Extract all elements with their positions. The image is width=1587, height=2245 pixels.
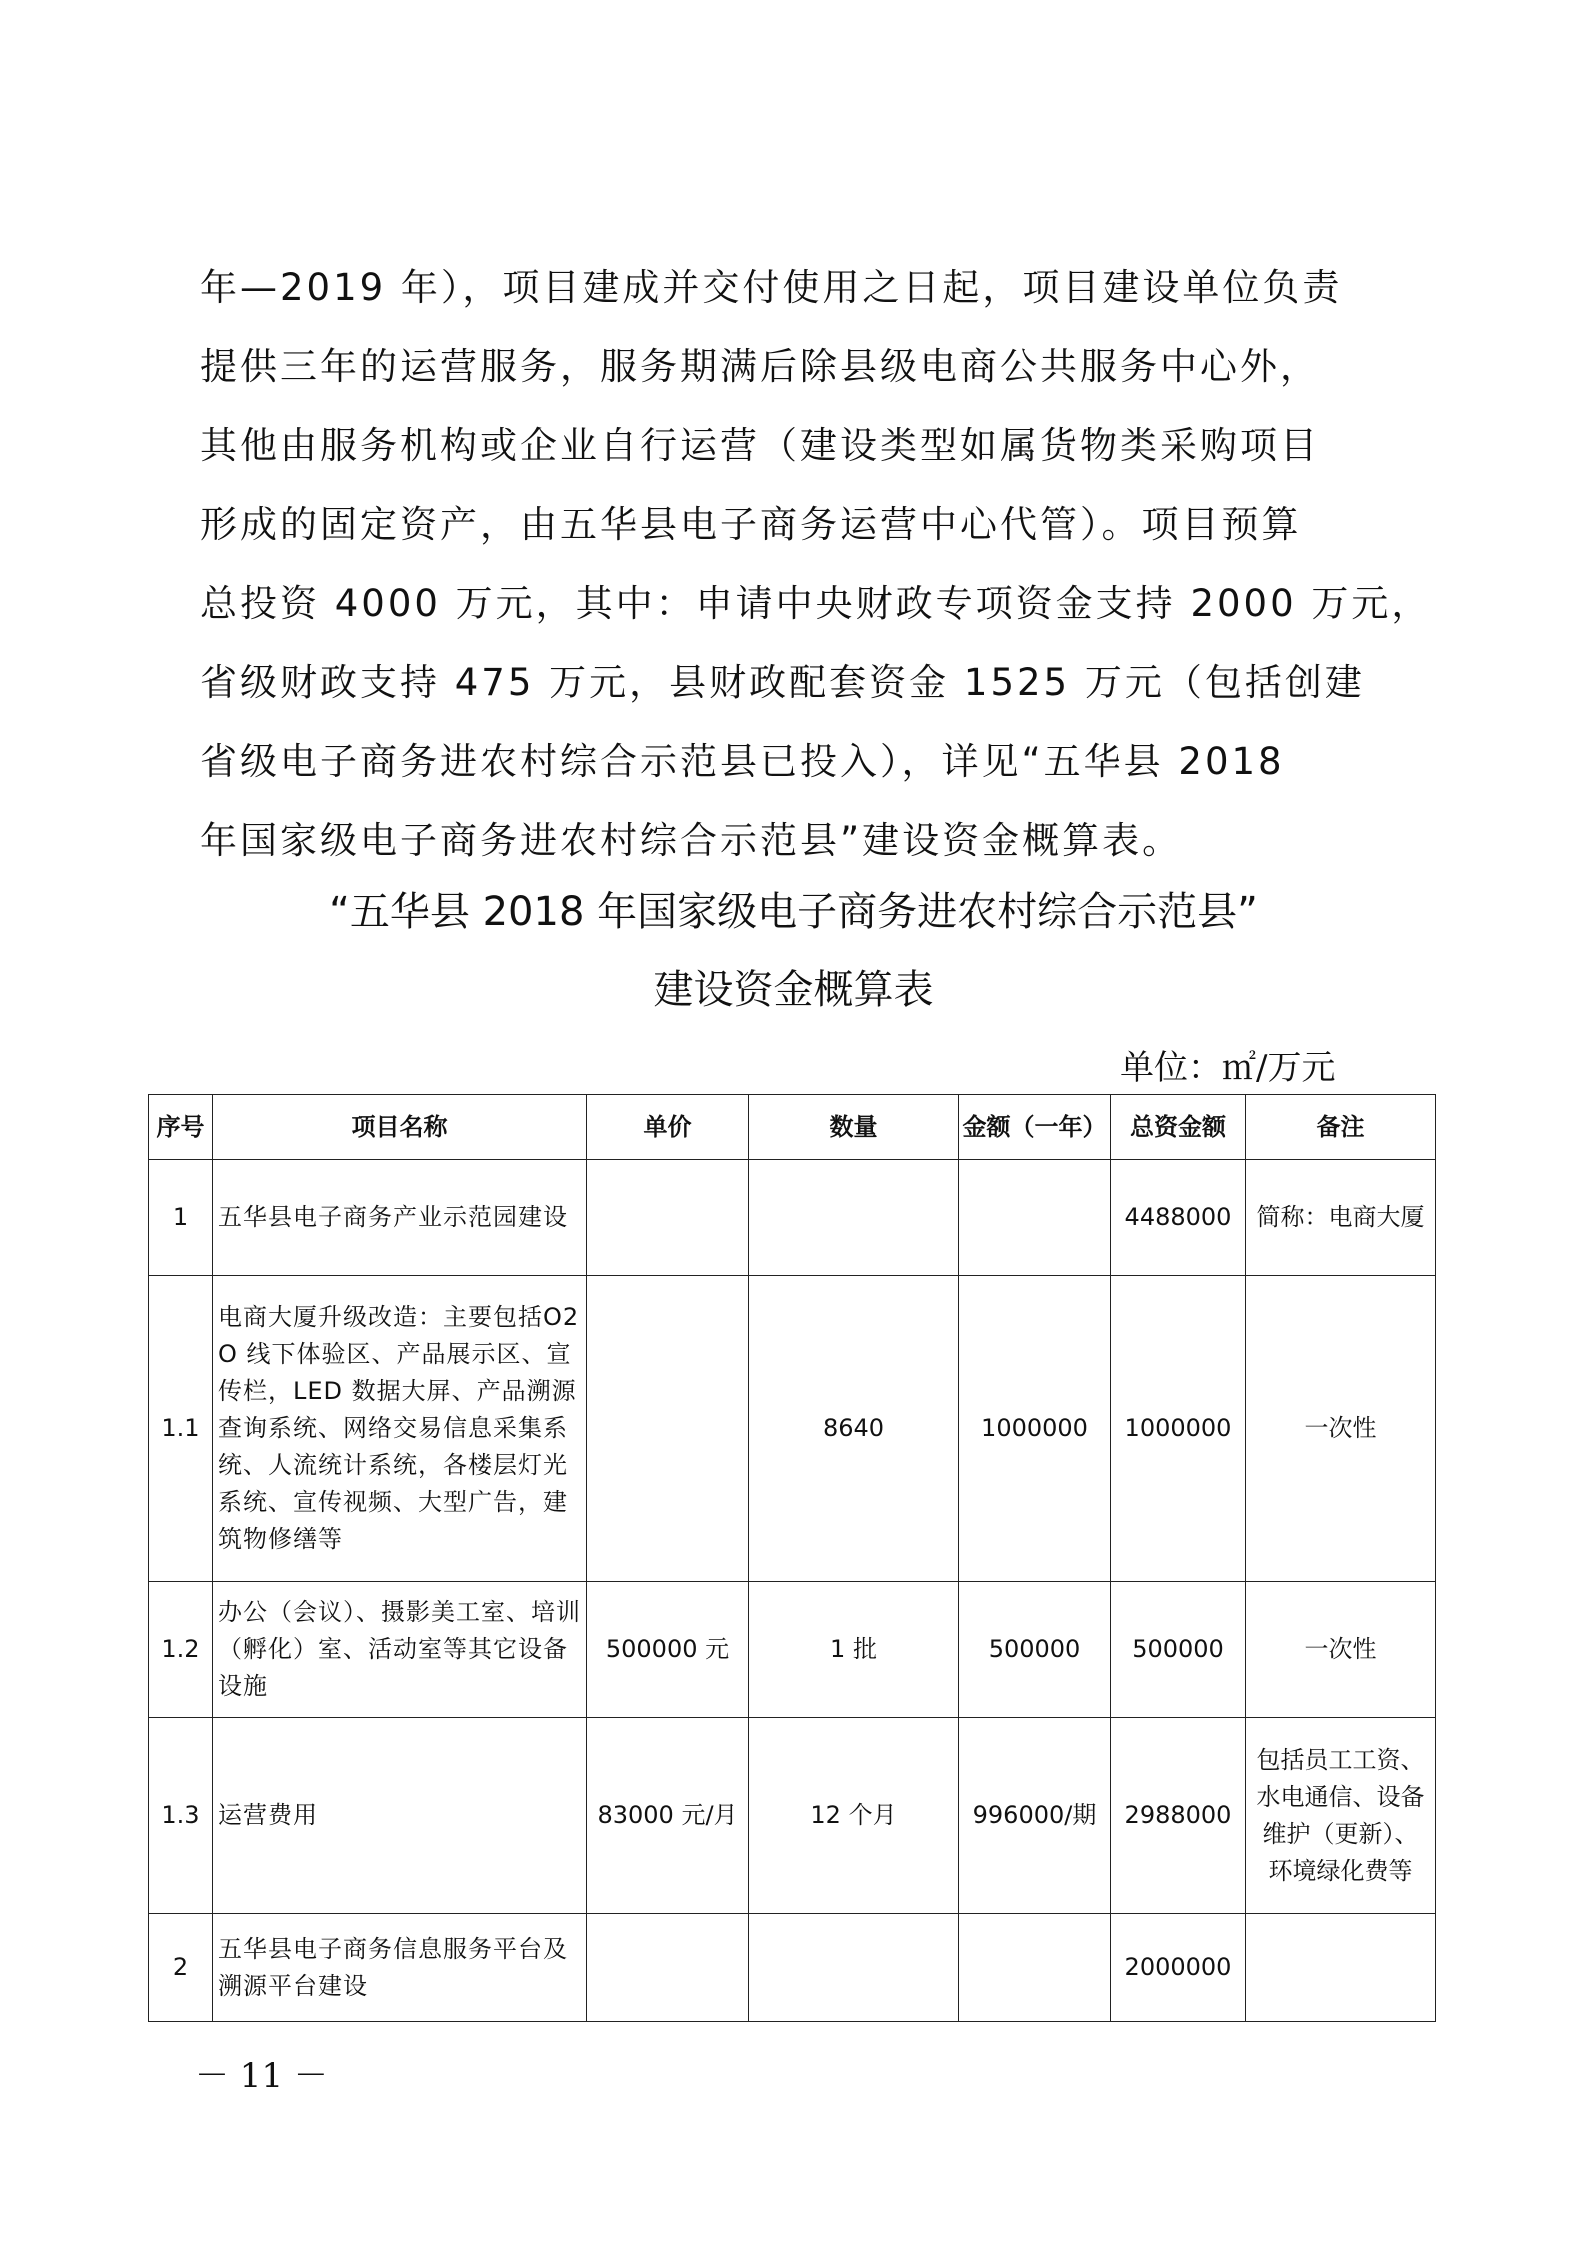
table-row xyxy=(149,1160,1436,1276)
header-seq: 序号 xyxy=(149,1095,213,1160)
cell-total: 2988000 xyxy=(1111,1718,1246,1914)
cell-seq: 1.2 xyxy=(149,1582,213,1718)
cell-total: 4488000 xyxy=(1111,1160,1246,1276)
cell-note: 一次性 xyxy=(1246,1276,1436,1582)
cell-name: 电商大厦升级改造：主要包括O2O 线下体验区、产品展示区、宣传栏，LED 数据大屏、产品溯源查询系统、网络交易信息采集系统、人流统计系统，各楼层灯光系统、宣传视频、大型广告，建筑物修缮等 xyxy=(213,1276,587,1582)
cell-total: 500000 xyxy=(1111,1582,1246,1718)
paragraph-line: 提供三年的运营服务，服务期满后除县级电商公共服务中心外， xyxy=(200,345,1320,388)
table-row xyxy=(149,1914,1436,2022)
cell-amount-year: 500000 xyxy=(959,1582,1111,1718)
paragraph-line: 年—2019 年），项目建成并交付使用之日起，项目建设单位负责 xyxy=(200,266,1343,309)
cell-unit-price: 500000 元 xyxy=(587,1582,749,1718)
cell-name: 五华县电子商务信息服务平台及溯源平台建设 xyxy=(213,1914,587,2022)
table-row xyxy=(149,1582,1436,1718)
cell-seq: 1.3 xyxy=(149,1718,213,1914)
cell-quantity: 8640 xyxy=(749,1276,959,1582)
cell-amount-year xyxy=(959,1914,1111,2022)
table-row xyxy=(149,1276,1436,1582)
cell-quantity xyxy=(749,1160,959,1276)
cell-unit-price xyxy=(587,1276,749,1582)
cell-unit-price: 83000 元/月 xyxy=(587,1718,749,1914)
header-note: 备注 xyxy=(1246,1095,1436,1160)
cell-quantity: 1 批 xyxy=(749,1582,959,1718)
table-row xyxy=(149,1718,1436,1914)
cell-quantity: 12 个月 xyxy=(749,1718,959,1914)
header-name: 项目名称 xyxy=(213,1095,587,1160)
header-quantity: 数量 xyxy=(749,1095,959,1160)
table-header-row xyxy=(149,1095,1436,1160)
cell-note: 一次性 xyxy=(1246,1582,1436,1718)
cell-amount-year: 996000/期 xyxy=(959,1718,1111,1914)
cell-name: 办公（会议）、摄影美工室、培训（孵化）室、活动室等其它设备设施 xyxy=(213,1582,587,1718)
cell-amount-year: 1000000 xyxy=(959,1276,1111,1582)
budget-table xyxy=(148,1094,1436,2022)
cell-note xyxy=(1246,1914,1436,2022)
cell-quantity xyxy=(749,1914,959,2022)
unit-label: 单位：㎡/万元 xyxy=(1120,1048,1336,1088)
paragraph-line: 省级电子商务进农村综合示范县已投入），详见“五华县 2018 xyxy=(200,740,1285,783)
header-unit-price: 单价 xyxy=(587,1095,749,1160)
paragraph-line: 年国家级电子商务进农村综合示范县”建设资金概算表。 xyxy=(200,819,1183,862)
cell-seq: 2 xyxy=(149,1914,213,2022)
cell-total: 2000000 xyxy=(1111,1914,1246,2022)
header-amount-year: 金额（一年） xyxy=(959,1095,1111,1160)
header-total: 总资金额 xyxy=(1111,1095,1246,1160)
cell-seq: 1 xyxy=(149,1160,213,1276)
paragraph-line: 形成的固定资产，由五华县电子商务运营中心代管）。项目预算 xyxy=(200,503,1302,546)
table-title-line2: 建设资金概算表 xyxy=(653,967,934,1013)
cell-name: 五华县电子商务产业示范园建设 xyxy=(213,1160,587,1276)
cell-total: 1000000 xyxy=(1111,1276,1246,1582)
cell-name: 运营费用 xyxy=(213,1718,587,1914)
cell-unit-price xyxy=(587,1160,749,1276)
paragraph-line: 其他由服务机构或企业自行运营（建设类型如属货物类采购项目 xyxy=(200,424,1320,467)
table-title-line1: “五华县 2018 年国家级电子商务进农村综合示范县” xyxy=(329,889,1258,935)
cell-note: 包括员工工资、水电通信、设备维护（更新）、环境绿化费等 xyxy=(1246,1718,1436,1914)
page-number: － 11 － xyxy=(195,2056,328,2096)
cell-seq: 1.1 xyxy=(149,1276,213,1582)
cell-note: 简称：电商大厦 xyxy=(1246,1160,1436,1276)
paragraph-line: 省级财政支持 475 万元，县财政配套资金 1525 万元（包括创建 xyxy=(200,661,1365,704)
body-paragraph xyxy=(200,248,1432,880)
cell-amount-year xyxy=(959,1160,1111,1276)
cell-unit-price xyxy=(587,1914,749,2022)
paragraph-line: 总投资 4000 万元，其中：申请中央财政专项资金支持 2000 万元， xyxy=(200,582,1432,625)
